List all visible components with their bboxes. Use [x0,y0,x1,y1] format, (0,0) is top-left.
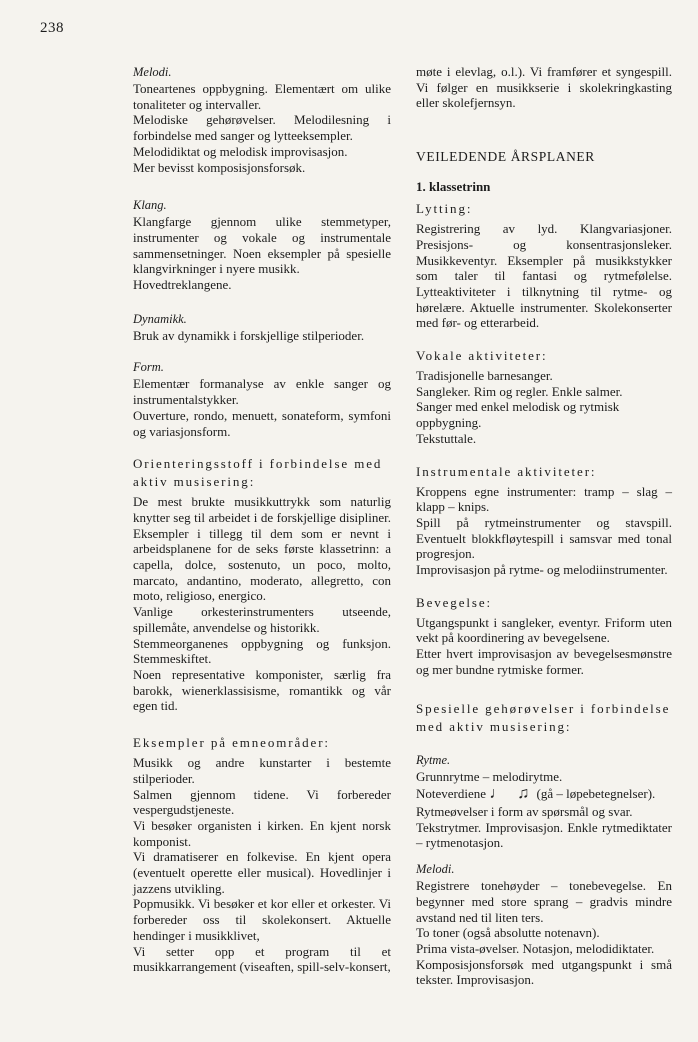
paragraph: Tekstuttale. [416,430,477,446]
note-values-line [416,786,672,802]
paragraph: Etter hvert improvisasjon av bevegelsesmønstre og mer bundne rytmiske former. [416,646,672,677]
section-melodi [133,64,391,175]
note-values-suffix: (gå – løpebetegnelser). [536,786,656,802]
section-heading: Form. [133,360,164,375]
section-heading: Melodi. [133,65,172,79]
paragraph: Utgangspunkt i sangleker, eventyr. Friform uten vekt på koordinering av bevegelsene. [416,614,672,646]
section-heading: Bevegelse: [416,594,493,610]
paragraph: Registrering av lyd. Klangvariasjoner. Presisjons- og konsentrasjonsleker. Musikkeventyr. Eksempler på musikkstykker som taler til fantasi og rytmefølelse. Lytteaktiviteter i tilknytning til rytme- og hørelære. Aktuelle instrumenter. Skolekonserter med før- og etterarbeid. [416,221,672,331]
paragraph: Improvisasjon på rytme- og melodiinstrumenter. [416,562,668,578]
section-spesielle [416,700,672,988]
grade-heading: 1. klassetrinn [416,179,491,195]
paragraph: Noen representative komponister, særlig fra barokk, wienerklassisisme, romantikk og vår egen tid. [133,666,391,714]
section-heading: Instrumentale aktiviteter: [416,463,597,479]
section-heading: Klang. [133,198,167,213]
paragraph: Sangleker. Rim og regler. Enkle salmer. [416,383,623,399]
paragraph: Melodiske gehørøvelser. Melodilesning i forbindelse med sanger og lytteeksempler. [133,112,391,144]
paragraph: Sanger med enkel melodisk og rytmisk oppbygning. [416,399,620,431]
paragraph: Spill på rytmeinstrumenter og stavspill. Eventuelt blokkfløytespill i samsvar med tonal progresjon. [416,514,672,562]
section-vokale [416,347,672,447]
section-heading: Orienteringsstoff i forbindelse med aktiv musisering: [133,456,383,490]
paragraph: Vi besøker organisten i kirken. En kjent norsk komponist. [133,817,391,849]
paragraph: Vanlige orkesterinstrumenters utseende, spillemåte, anvendelse og historikk. [133,604,391,635]
right-column [416,64,672,1002]
section-heading: Eksempler på emneområder: [133,735,330,751]
paragraph: Salmen gjennom tidene. Vi forbereder vespergudstjeneste. [133,786,391,818]
section-bevegelse [416,594,672,678]
paragraph: Popmusikk. Vi besøker et kor eller et orkester. Vi forbereder oss til skolekonsert. Aktuelle hendinger i musikklivet, [133,896,391,943]
continuation-paragraph: møte i elevlag, o.l.). Vi framfører et syngespill. Vi følger en musikkserie i skolekringkasting eller skolefjernsyn. [416,64,672,111]
section-eksempler [133,734,391,975]
paragraph: Kroppens egne instrumenter: tramp – slag – klapp – knips. [416,483,672,515]
paragraph: To toner (også absolutte notenavn). [416,925,600,941]
paragraph: Stemmeorganenes oppbygning og funksjon. Stemmeskiftet. [133,635,391,667]
paragraph: Vi dramatiserer en folkevise. En kjent opera (eventuelt operette eller musical). Hovedlinjer i jazzens utvikling. [133,849,391,896]
paragraph: Vi setter opp et program til et musikkarrangement (viseaften, spill-selv-konsert, [133,943,391,975]
page-number: 238 [40,20,64,36]
paragraph: Toneartenes oppbygning. Elementært om ulike tonaliteter og intervaller. [133,81,391,112]
left-column [133,64,391,989]
paragraph: Ouverture, rondo, menuett, sonateform, symfoni og variasjonsform. [133,407,391,439]
section-heading: Dynamikk. [133,311,187,326]
section-dynamikk [133,311,391,344]
subsection-heading: Melodi. [416,862,455,877]
note-values-prefix: Noteverdiene [416,786,487,802]
paragraph: Elementær formanalyse av enkle sanger og instrumentalstykker. [133,376,391,408]
paragraph: Grunnrytme – melodirytme. [416,768,563,784]
paragraph: Melodidiktat og melodisk improvisasjon. [133,143,348,159]
paragraph: Rytmeøvelser i form av spørsmål og svar. [416,803,633,819]
section-heading: Lytting: [416,201,473,217]
section-orientering [133,455,391,714]
paragraph: Hovedtreklangene. [133,277,232,293]
music-notes-icon: ♩ ♫ [489,785,534,803]
section-heading: Vokale aktiviteter: [416,348,548,364]
paragraph: De mest brukte musikkuttrykk som naturlig knytter seg til arbeidet i de forskjellige disipliner. Eksempler i tillegg til dem som er nevnt i arbeidsplanene for de seks første klassetrinn: a capella, dolce, sostenuto, un poco, molto, marcato, andantino, moderato, allegretto, con moto, religioso, energico. [133,494,391,604]
paragraph: Bruk av dynamikk i forskjellige stilperioder. [133,327,365,343]
paragraph: Klangfarge gjennom ulike stemmetyper, instrumenter og vokale og instrumentale sammensetninger. Noen eksempler på spesielle klangvirkninger i nyere musikk. [133,214,391,277]
paragraph: Prima vista-øvelser. Notasjon, melodidiktater. [416,940,655,956]
section-instrumentale [416,463,672,578]
subsection-heading: Rytme. [416,752,451,767]
section-klang [133,197,391,293]
paragraph: Tradisjonelle barnesanger. [416,368,553,384]
paragraph: Musikk og andre kunstarter i bestemte stilperioder. [133,755,391,786]
section-lytting [416,200,672,331]
paragraph: Komposisjonsforsøk med utgangspunkt i små tekster. Improvisasjon. [416,956,672,988]
paragraph: Registrere tonehøyder – tonebevegelse. En begynner med store sprang – gradvis mindre avstand ned til liten ters. [416,878,672,925]
document-title: VEILEDENDE ÅRSPLANER [416,149,595,165]
section-heading: Spesielle gehørøvelser i forbindelse med aktiv musisering: [416,700,671,734]
paragraph: Mer bevisst komposisjonsforsøk. [133,159,306,175]
paragraph: Tekstrytmer. Improvisasjon. Enkle rytmediktater – rytmenotasjon. [416,819,672,851]
section-form [133,359,391,439]
